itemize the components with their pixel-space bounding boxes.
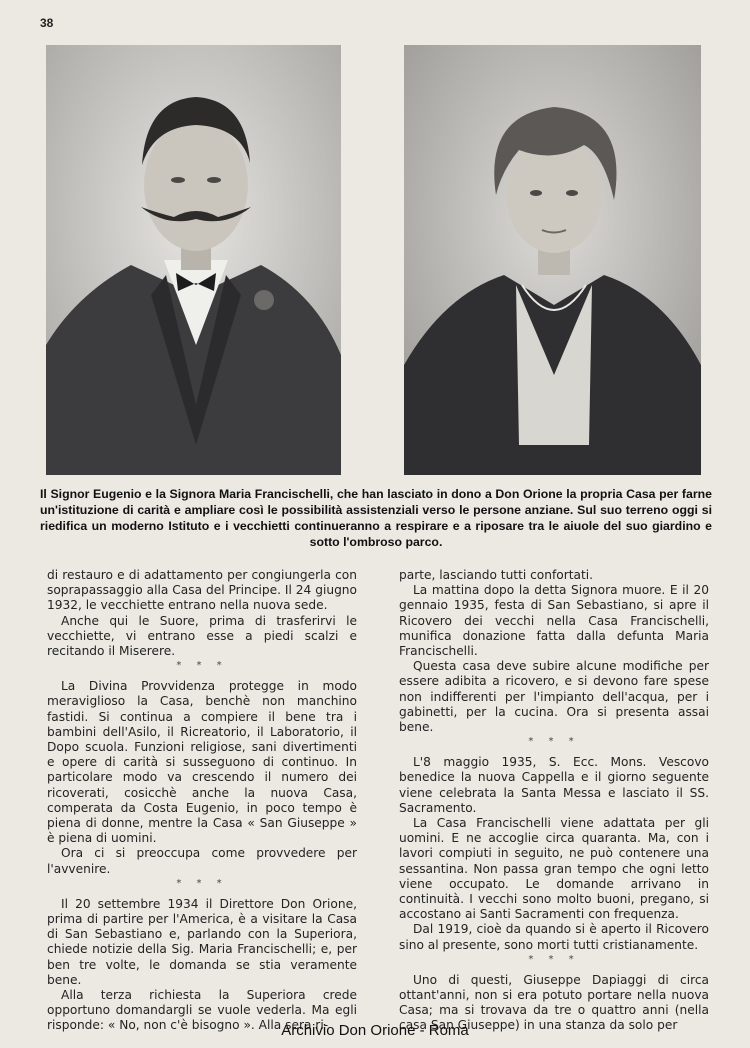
paragraph: La Casa Francischelli viene adattata per gli uomini. E ne accoglie circa quaranta. Ma, con i lavori compiuti in seguito, ne può contenere una sessantina. Non passa gran tempo che ogni letto viene occupato. Le domande arrivano in continuità. I vecchi sono molto buoni, pregano, si accostano ai Santi Sacramenti con frequenza. — [399, 816, 709, 922]
paragraph: Anche qui le Suore, prima di trasferirvi le vecchiette, vi entrano esse a piedi scalzi e recitando il Miserere. — [47, 613, 357, 659]
portrait-woman-illustration — [404, 45, 701, 475]
portrait-photo-man — [46, 45, 341, 475]
paragraph: La mattina dopo la detta Signora muore. E il 20 gennaio 1935, festa di San Sebastiano, si apre il Ricovero dei vecchi nella Casa Francischelli, munifica donazione fatta dalla defunta Maria Francischelli. — [399, 583, 709, 659]
section-separator: * * * — [176, 877, 228, 889]
portrait-man-illustration — [46, 45, 341, 475]
paragraph: parte, lasciando tutti confortati. — [399, 568, 594, 582]
archive-footer: Archivio Don Orione - Roma — [281, 1022, 469, 1039]
paragraph: di restauro e di adattamento per congiungerla con soprapassaggio alla Casa del Principe. Il 24 giugno 1932, le vecchiette entrano nella nuova sede. — [47, 568, 357, 613]
paragraph: Ora ci si preoccupa come provvedere per l'avvenire. — [47, 846, 357, 876]
section-separator: * * * — [528, 736, 580, 748]
paragraph: Uno di questi, Giuseppe Dapiaggi di circa ottant'anni, non si era potuto portare nella nuova Casa; ma si trovava da tre o quattro anni (nella casa San Giuseppe) in una stanza da solo per — [399, 972, 709, 1033]
photo-caption: Il Signor Eugenio e la Signora Maria Francischelli, che han lasciato in dono a Don Orione la propria Casa per farne un'istituzione di carità e ampliare così le possibilità assistenziali verso le persone anziane. Sul suo terreno oggi si riedifica un moderno Istituto e i vecchietti continueranno a respirare e a riposare tra le aiuole del suo giardino e sotto l'ombroso parco. — [40, 487, 712, 549]
paragraph: L'8 maggio 1935, S. Ecc. Mons. Vescovo benedice la nuova Cappella e il giorno seguente viene celebrata la Santa Messa e lasciato il SS. Sacramento. — [399, 755, 709, 815]
paragraph: La Divina Provvidenza protegge in modo meraviglioso la Casa, benchè non manchino fastidi. Si continua a compiere il bene tra i bambini dell'Asilo, il Ricreatorio, il Laboratorio, il Dopo scuola. Funzioni religiose, sani divertimenti e opere di carità si susseguono di continuo. In particolare modo va crescendo il numero dei ricoverati, cosicchè anche la nuova Casa, comperata da Costa Eugenio, in poco tempo è piena di donne, mentre la Casa « San Giuseppe » è piena di uomini. — [47, 679, 357, 846]
text-column-right — [399, 568, 709, 1034]
section-separator: * * * — [176, 660, 228, 672]
paragraph: Alla terza richiesta la Superiora crede opportuno domandargli se vuole vederla. Ma egli risponde: « No, non c'è bisogno ». Alla sera ri- — [47, 988, 357, 1033]
paragraph: Questa casa deve subire alcune modifiche per essere adibita a ricovero, e si devono fare spese non indifferenti per l'impianto dell'acqua, per i gabinetti, per la cucina. Ora si presenta assai bene. — [399, 659, 709, 735]
portrait-photo-woman — [404, 45, 701, 475]
page-number: 38 — [40, 16, 54, 30]
section-separator: * * * — [528, 953, 580, 965]
paragraph: Dal 1919, cioè da quando si è aperto il Ricovero sino al presente, sono morti tutti cristianamente. — [399, 922, 709, 952]
paragraph: Il 20 settembre 1934 il Direttore Don Orione, prima di partire per l'America, è a visitare la Casa di San Sebastiano e, parlando con la Superiora, chiede notizie della Sig. Maria Francischelli; e, per ben tre volte, le domanda se stia veramente bene. — [47, 896, 357, 987]
text-column-left — [47, 568, 357, 1034]
